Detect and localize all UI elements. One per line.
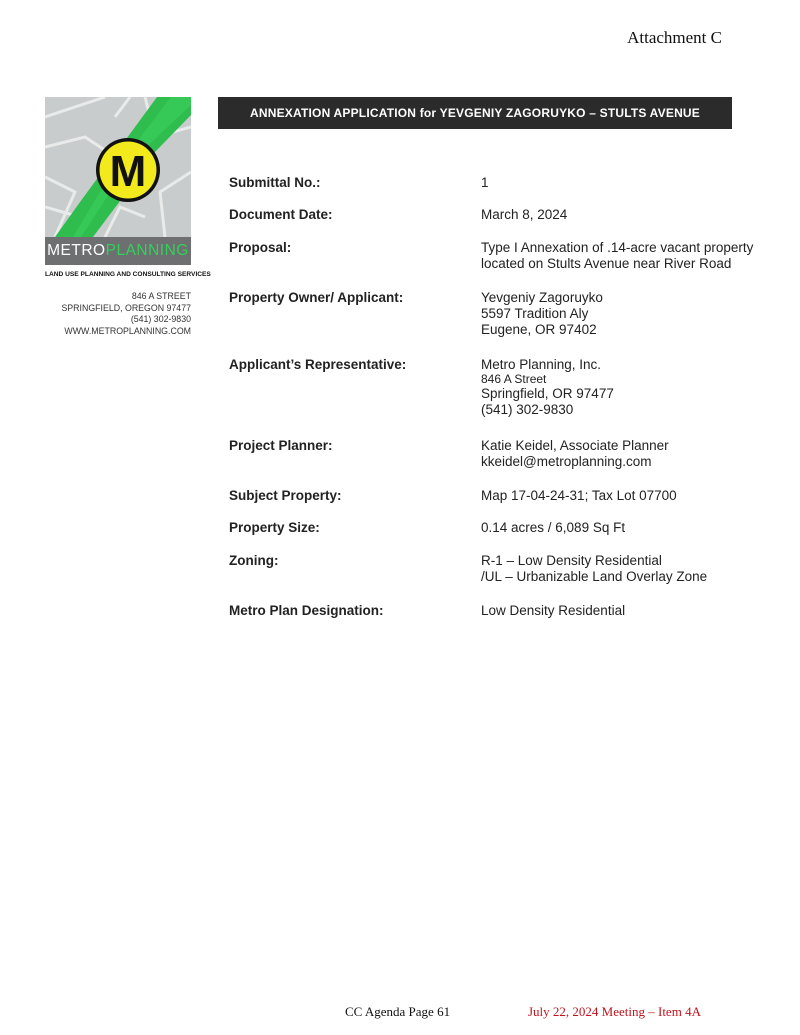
value-line: Low Density Residential	[481, 603, 626, 618]
field-value	[481, 603, 625, 619]
value-line: 5597 Tradition Aly	[481, 306, 589, 321]
footer-agenda-page: CC Agenda Page 61	[345, 1004, 451, 1019]
field-label: Zoning:	[229, 553, 279, 568]
field-value	[481, 520, 625, 536]
logo-letter: M	[109, 147, 147, 196]
field-value	[481, 290, 603, 338]
field-label: Property Owner/ Applicant:	[229, 290, 404, 305]
logo-map-graphic	[45, 97, 191, 237]
field-value	[481, 553, 707, 585]
value-line: (541) 302-9830	[481, 402, 574, 417]
metroplanning-logo	[45, 97, 211, 337]
field-label: Metro Plan Designation:	[229, 603, 384, 618]
map-streets-graphic	[45, 97, 191, 237]
field-value	[481, 488, 677, 504]
field-value	[481, 438, 669, 470]
field-label: Submittal No.:	[229, 175, 321, 190]
field-label: Subject Property:	[229, 488, 342, 503]
logo-wordmark	[45, 237, 191, 265]
field-label: Applicant’s Representative:	[229, 357, 407, 372]
field-label: Property Size:	[229, 520, 320, 535]
logo-brand-metro: METRO	[47, 242, 106, 259]
footer-meeting-item: July 22, 2024 Meeting – Item 4A	[528, 1004, 701, 1019]
logo-address	[45, 291, 191, 337]
field-value	[481, 240, 753, 272]
field-label: Proposal:	[229, 240, 292, 255]
value-line: /UL – Urbanizable Land Overlay Zone	[481, 569, 708, 584]
value-line: March 8, 2024	[481, 207, 568, 222]
attachment-label: Attachment C	[627, 28, 722, 47]
field-value	[481, 175, 489, 191]
value-line: Metro Planning, Inc.	[481, 357, 602, 372]
application-title: ANNEXATION APPLICATION for YEVGENIY ZAGORUYKO – STULTS AVENUE	[249, 106, 701, 120]
value-line: 846 A Street	[481, 372, 547, 386]
application-title-bar	[218, 97, 732, 129]
value-line: Type I Annexation of .14-acre vacant property	[481, 240, 754, 255]
value-line: R-1 – Low Density Residential	[481, 553, 662, 568]
field-value	[481, 357, 614, 418]
value-line: Katie Keidel, Associate Planner	[481, 438, 669, 453]
address-website: WWW.METROPLANNING.COM	[64, 325, 191, 336]
field-label: Document Date:	[229, 207, 333, 222]
field-value	[481, 207, 567, 223]
value-line: Springfield, OR 97477	[481, 386, 614, 401]
value-line: located on Stults Avenue near River Road	[481, 256, 732, 271]
logo-brand-planning: PLANNING	[105, 242, 189, 259]
logo-tagline: LAND USE PLANNING AND CONSULTING SERVICES	[45, 271, 211, 278]
value-line: Yevgeniy Zagoruyko	[481, 290, 603, 305]
value-line: Map 17-04-24-31; Tax Lot 07700	[481, 488, 677, 503]
value-line: 0.14 acres / 6,089 Sq Ft	[481, 520, 626, 535]
planner-email: kkeidel@metroplanning.com	[481, 454, 652, 469]
value-line: Eugene, OR 97402	[481, 322, 597, 337]
address-line: (541) 302-9830	[130, 314, 191, 324]
value-line: 1	[481, 175, 489, 190]
address-line: SPRINGFIELD, OREGON 97477	[61, 302, 191, 313]
address-line: 846 A STREET	[131, 291, 191, 301]
field-label: Project Planner:	[229, 438, 333, 453]
